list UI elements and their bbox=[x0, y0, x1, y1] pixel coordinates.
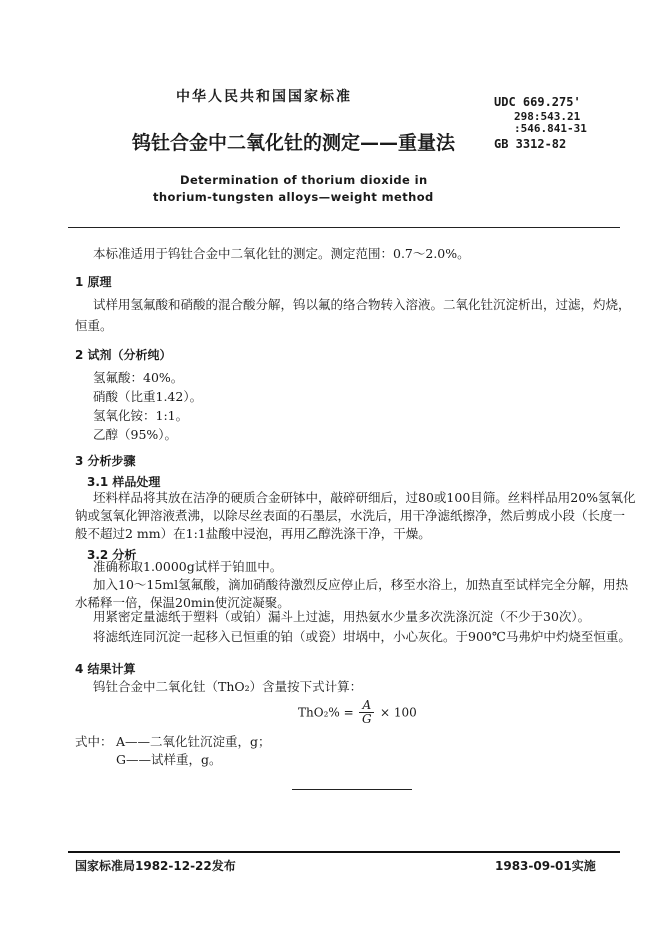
title-en-line-1: Determination of thorium dioxide in bbox=[180, 173, 428, 187]
formula-fraction bbox=[359, 699, 374, 726]
section-2-title: 2 试剂（分析纯） bbox=[75, 348, 172, 362]
section-3-1-line-2: 钠或氢氧化钾溶液煮沸，以除尽丝表面的石墨层，水洗后，用干净滤纸擦净，然后剪成小段（长度一 bbox=[75, 508, 626, 523]
formula-rhs: × 100 bbox=[379, 705, 417, 720]
reagent-item: 氢氟酸：40%。 bbox=[93, 370, 184, 385]
formula-numerator: A bbox=[359, 699, 374, 713]
org-title: 中华人民共和国国家标准 bbox=[176, 89, 352, 105]
section-3-title: 3 分析步骤 bbox=[75, 454, 136, 468]
section-1-text-line-1: 试样用氢氟酸和硝酸的混合酸分解，钨以氟的络合物转入溶液。二氧化钍沉淀析出，过滤，灼烧， bbox=[93, 297, 631, 312]
section-3-2-line-2: 加入10～15ml氢氟酸，滴加硝酸待激烈反应停止后，移至水浴上，加热直至试样完全分解，用热 bbox=[93, 577, 629, 592]
title-en-line-2: thorium-tungsten alloys—weight method bbox=[153, 190, 434, 204]
reagent-item: 氢氧化铵：1:1。 bbox=[93, 408, 189, 423]
section-3-2-title: 3.2 分析 bbox=[87, 548, 137, 562]
header-divider bbox=[68, 227, 620, 228]
reagent-item: 硝酸（比重1.42）。 bbox=[93, 389, 203, 404]
udc-line-3: :546.841-31 bbox=[514, 122, 587, 135]
standard-code: GB 3312-82 bbox=[494, 137, 567, 151]
section-3-1-line-3: 般不超过2 mm）在1:1盐酸中浸泡，再用乙醇洗涤干净，干燥。 bbox=[75, 526, 431, 541]
section-3-2-line-4: 用紧密定量滤纸于塑料（或铂）漏斗上过滤，用热氨水少量多次洗涤沉淀（不少于30次）。 bbox=[93, 609, 591, 624]
formula-lhs: ThO₂% = bbox=[298, 705, 354, 720]
section-3-1-title: 3.1 样品处理 bbox=[87, 475, 161, 489]
issued-date: 国家标准局1982-12-22发布 bbox=[75, 859, 236, 873]
section-1-text-line-2: 恒重。 bbox=[75, 318, 113, 333]
where-g: G——试样重，g。 bbox=[116, 752, 222, 767]
footer-divider bbox=[68, 851, 620, 853]
intro-text: 本标准适用于钨钍合金中二氧化钍的测定。测定范围：0.7～2.0%。 bbox=[93, 246, 470, 261]
udc-line-1: UDC 669.275' bbox=[494, 95, 581, 109]
section-3-2-line-3: 水稀释一倍，保温20min使沉淀凝聚。 bbox=[75, 595, 290, 610]
title-cn: 钨钍合金中二氧化钍的测定——重量法 bbox=[132, 132, 456, 154]
section-3-2-line-5: 将滤纸连同沉淀一起移入已恒重的铂（或瓷）坩埚中，小心灰化。于900℃马弗炉中灼烧至恒重。 bbox=[93, 629, 631, 644]
section-3-1-line-1: 坯料样品将其放在洁净的硬质合金研钵中，敲碎研细后，过80或100目筛。丝料样品用20%氢氧化 bbox=[93, 490, 636, 505]
where-a: A——二氧化钍沉淀重，g； bbox=[116, 734, 271, 749]
end-divider bbox=[292, 789, 412, 790]
reagent-item: 乙醇（95%）。 bbox=[93, 427, 178, 442]
section-3-2-line-1: 准确称取1.0000g试样于铂皿中。 bbox=[93, 559, 283, 574]
effective-date: 1983-09-01实施 bbox=[495, 859, 596, 873]
section-4-title: 4 结果计算 bbox=[75, 662, 136, 676]
formula-denominator: G bbox=[362, 712, 372, 726]
formula bbox=[298, 699, 417, 726]
section-1-title: 1 原理 bbox=[75, 275, 112, 289]
section-4-text: 钨钍合金中二氧化钍（ThO₂）含量按下式计算： bbox=[93, 679, 363, 694]
where-label: 式中： bbox=[75, 734, 113, 749]
udc-line-2: 298:543.21 bbox=[514, 110, 581, 123]
